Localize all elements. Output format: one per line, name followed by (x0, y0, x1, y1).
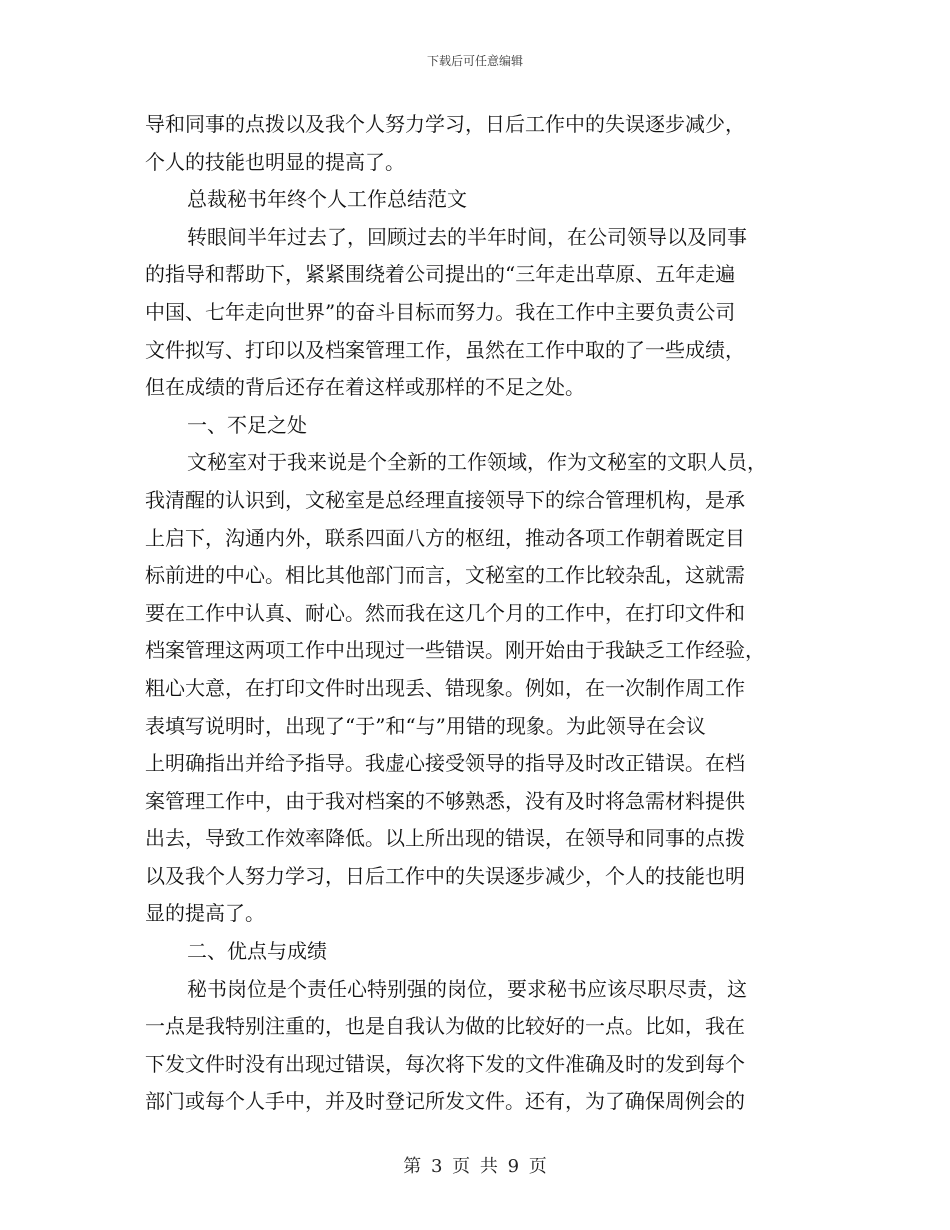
text-line: 上明确指出并给予指导。我虚心接受领导的指导及时改正错误。在档 (145, 751, 745, 776)
text-line: 案管理工作中，由于我对档案的不够熟悉，没有及时将急需材料提供 (145, 788, 745, 813)
text-line: 粗心大意，在打印文件时出现丢、错现象。例如，在一次制作周工作 (145, 675, 745, 700)
text-line: 我清醒的认识到，文秘室是总经理直接领导下的综合管理机构，是承 (145, 487, 745, 512)
text-line: 秘书岗位是个责任心特别强的岗位，要求秘书应该尽职尽责，这 (187, 976, 747, 1001)
text-line: 表填写说明时，出现了“于”和“与”用错的现象。为此领导在会议 (145, 713, 706, 738)
text-line: 一、不足之处 (187, 412, 307, 437)
text-line: 中国、七年走向世界”的奋斗目标而努力。我在工作中主要负责公司 (145, 299, 736, 324)
text-line: 个人的技能也明显的提高了。 (145, 149, 405, 174)
text-line: 出去，导致工作效率降低。以上所出现的错误，在领导和同事的点拨 (145, 826, 745, 851)
text-line: 导和同事的点拨以及我个人努力学习，日后工作中的失误逐步减少， (145, 112, 745, 136)
text-line: 总裁秘书年终个人工作总结范文 (187, 187, 467, 212)
text-line: 上启下，沟通内外，联系四面八方的枢纽，推动各项工作朝着既定目 (145, 525, 745, 550)
text-line: 档案管理这两项工作中出现过一些错误。刚开始由于我缺乏工作经验， (145, 638, 765, 663)
text-line: 但在成绩的背后还存在着这样或那样的不足之处。 (145, 375, 585, 400)
text-line: 文件拟写、打印以及档案管理工作，虽然在工作中取的了一些成绩， (145, 337, 745, 362)
page-header: 下载后可任意编辑 (426, 54, 523, 68)
page-number-footer: 第 3 页 共 9 页 (403, 1156, 547, 1177)
document-body (145, 106, 805, 1121)
text-line: 二、优点与成绩 (187, 939, 327, 964)
text-line: 要在工作中认真、耐心。然而我在这几个月的工作中，在打印文件和 (145, 600, 745, 625)
text-line: 转眼间半年过去了，回顾过去的半年时间，在公司领导以及同事 (187, 224, 747, 249)
text-line: 显的提高了。 (145, 901, 265, 926)
text-line: 一点是我特别注重的，也是自我认为做的比较好的一点。比如，我在 (145, 1014, 745, 1039)
text-line: 标前进的中心。相比其他部门而言，文秘室的工作比较杂乱，这就需 (145, 563, 745, 588)
text-line: 的指导和帮助下，紧紧围绕着公司提出的“三年走出草原、五年走遍 (145, 262, 736, 287)
text-line: 下发文件时没有出现过错误，每次将下发的文件准确及时的发到每个 (145, 1051, 745, 1076)
text-line: 文秘室对于我来说是个全新的工作领域，作为文秘室的文职人员， (187, 450, 767, 475)
text-line: 以及我个人努力学习，日后工作中的失误逐步减少，个人的技能也明 (145, 863, 745, 888)
text-line: 部门或每个人手中，并及时登记所发文件。还有，为了确保周例会的 (145, 1089, 745, 1114)
